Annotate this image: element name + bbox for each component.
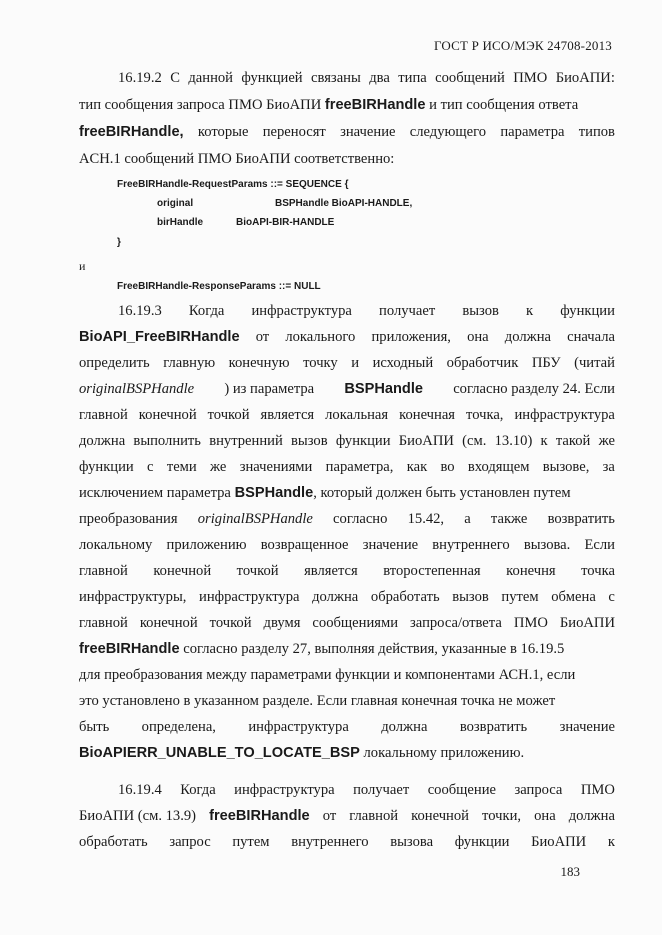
p3-line-3 xyxy=(79,835,615,850)
word: с xyxy=(608,589,615,605)
word: Когда xyxy=(180,782,216,798)
parameter-name: BSPHandle xyxy=(234,485,314,501)
word: локального xyxy=(285,329,356,345)
word: БиоАПИ xyxy=(531,834,587,850)
message-type-name: freeBIRHandle xyxy=(79,641,180,657)
word: два xyxy=(369,70,390,86)
word: конечную xyxy=(228,355,290,371)
word: С xyxy=(170,70,180,86)
word: является xyxy=(304,563,358,579)
word: возвратить xyxy=(547,511,615,527)
p2-line-4: originalBSPHandle ) из параметра BSPHandle согласно разделу 24. Если xyxy=(79,381,615,397)
word: точкой xyxy=(236,563,279,579)
p2-line-2 xyxy=(79,330,615,345)
p2-line-16: это установлено в указанном разделе. Если главная конечная точка не может xyxy=(79,693,556,709)
word: точкой xyxy=(209,615,252,631)
p2-line-18: BioAPIERR_UNABLE_TO_LOCATE_BSP локальному приложению. xyxy=(79,745,525,761)
word: должна xyxy=(381,719,428,735)
word: сообщениями xyxy=(312,615,399,631)
p2-line-17 xyxy=(79,720,615,735)
word: второстепенная xyxy=(383,563,481,579)
word: следующего xyxy=(409,124,487,140)
word: обмена xyxy=(551,589,596,605)
word: она xyxy=(467,329,489,345)
word: инфраструктуры, xyxy=(79,589,187,605)
word: инфраструктура xyxy=(234,782,335,798)
word: получает xyxy=(379,303,436,319)
word: БиоАПИ xyxy=(398,433,454,449)
p2-line-8: исключением параметра BSPHandle, который должен быть установлен путем xyxy=(79,485,571,501)
code-field-1-type: BSPHandle BioAPI-HANDLE, xyxy=(275,198,413,209)
word: а xyxy=(464,511,471,527)
word: вызов xyxy=(291,433,328,449)
word: функции xyxy=(560,303,615,319)
word: ПМО xyxy=(513,615,548,631)
word: возвращенное xyxy=(260,537,349,553)
word: вызова xyxy=(390,834,434,850)
word: же xyxy=(598,433,615,449)
word: функции xyxy=(454,834,510,850)
code-request-declaration: FreeBIRHandle-RequestParams ::= SEQUENCE { xyxy=(117,179,349,190)
word: обработать xyxy=(370,589,440,605)
word: инфраструктура xyxy=(199,589,300,605)
message-type-name: freeBIRHandle xyxy=(324,97,426,113)
page-number: 183 xyxy=(560,864,580,879)
word: является xyxy=(260,407,315,423)
word: вызове, xyxy=(542,459,590,475)
word: функции xyxy=(79,459,134,475)
word: сообщений xyxy=(435,70,505,86)
word: путем xyxy=(232,834,270,850)
word: запроса/ответа xyxy=(410,615,502,631)
word: к xyxy=(526,303,534,319)
p2-line-13 xyxy=(79,616,615,631)
error-code: BioAPIERR_UNABLE_TO_LOCATE_BSP xyxy=(79,745,360,761)
code-response-declaration: FreeBIRHandle-ResponseParams ::= NULL xyxy=(117,281,321,292)
word: путем xyxy=(501,589,539,605)
word: конечной xyxy=(139,615,198,631)
word: во xyxy=(440,459,455,475)
word: получает xyxy=(353,782,410,798)
word: связаны xyxy=(311,70,361,86)
word: определить xyxy=(79,355,150,371)
word: инфраструктура xyxy=(514,407,615,423)
word: сначала xyxy=(567,329,615,345)
word: параметра, xyxy=(325,459,394,475)
word: же xyxy=(210,459,227,475)
parameter-name: BSPHandle xyxy=(344,381,424,397)
word: также xyxy=(490,511,528,527)
word: и xyxy=(351,355,360,371)
word: исходный xyxy=(372,355,434,371)
word: быть xyxy=(79,719,110,735)
p2-line-7 xyxy=(79,460,615,475)
word: такой xyxy=(555,433,591,449)
p1-line-1 xyxy=(79,71,615,86)
word: главной xyxy=(79,563,128,579)
word: сообщение xyxy=(427,782,496,798)
word: инфраструктура xyxy=(248,719,349,735)
conjunction-and: и xyxy=(79,259,86,273)
word: локальная xyxy=(325,407,389,423)
word: двумя xyxy=(263,615,301,631)
function-name: BioAPI_FreeBIRHandle xyxy=(79,329,240,345)
p2-line-1 xyxy=(79,304,615,319)
word: к xyxy=(540,433,548,449)
word: конечня xyxy=(506,563,556,579)
p1-line-2: тип сообщения запроса ПМО БиоАПИ freeBIRHandle и тип сообщения ответа xyxy=(79,97,579,113)
p2-line-9: преобразования originalBSPHandle согласно 15.42, а также возвратить xyxy=(79,511,615,527)
word: значениями xyxy=(239,459,313,475)
word: с xyxy=(147,459,154,475)
word: от xyxy=(255,329,270,345)
p3-line-1 xyxy=(79,783,615,798)
message-type-name: freeBIRHandle xyxy=(209,808,310,824)
code-field-2-type: BioAPI-BIR-HANDLE xyxy=(236,217,335,228)
code-field-2-name: birHandle xyxy=(157,217,204,228)
word: (см. xyxy=(462,433,487,449)
word: (читай xyxy=(574,355,615,371)
word: типов xyxy=(578,124,615,140)
word: определена, xyxy=(141,719,216,735)
word: точка xyxy=(581,563,615,579)
word: инфраструктура xyxy=(251,303,352,319)
word: главную xyxy=(163,355,216,371)
word: типа xyxy=(398,70,427,86)
word: 15.42, xyxy=(407,511,445,527)
word: главной xyxy=(79,407,128,423)
document-header: ГОСТ Р ИСО/МЭК 24708-2013 xyxy=(433,38,612,53)
word: выполнить xyxy=(133,433,201,449)
word: должна xyxy=(568,808,615,824)
word: которые xyxy=(197,124,249,140)
word: конечной xyxy=(138,407,197,423)
word: конечная xyxy=(399,407,456,423)
word: внутреннего xyxy=(291,834,369,850)
word: конечной xyxy=(411,808,469,824)
word: 13.10) xyxy=(494,433,533,449)
word: к xyxy=(607,834,615,850)
word: теми xyxy=(166,459,197,475)
word: за xyxy=(602,459,615,475)
message-type-name: freeBIRHandle, xyxy=(79,124,184,140)
p1-line-4: ACH.1 сообщений ПМО БиоАПИ соответственно: xyxy=(79,151,395,167)
word: вызов xyxy=(452,589,489,605)
word: согласно xyxy=(333,511,388,527)
word: ПМО xyxy=(513,70,548,86)
p2-line-3 xyxy=(79,356,615,371)
word: главной xyxy=(79,615,128,631)
word: значение xyxy=(362,537,419,553)
p3-line-2: БиоАПИ (см. 13.9) freeBIRHandle от главной конечной точки, она должна xyxy=(79,808,615,824)
word: 16.19.3 xyxy=(118,303,162,319)
word: 16.19.2 xyxy=(118,70,162,86)
word: Если xyxy=(584,537,615,553)
p2-line-10 xyxy=(79,538,615,553)
word: ПБУ xyxy=(531,355,561,371)
word: внутренний xyxy=(209,433,283,449)
p2-line-12 xyxy=(79,590,615,605)
word: запроса xyxy=(514,782,563,798)
word: приложения, xyxy=(371,329,451,345)
word: переносят xyxy=(262,124,326,140)
word: БиоАПИ: xyxy=(555,70,615,86)
word: от xyxy=(322,808,337,824)
word: точка, xyxy=(466,407,504,423)
p2-line-15: для преобразования между параметрами функции и компонентами АСН.1, если xyxy=(79,667,576,683)
word: запрос xyxy=(169,834,211,850)
p2-line-5 xyxy=(79,408,615,423)
word: должна xyxy=(504,329,551,345)
word: локальному xyxy=(79,537,153,553)
word: значение xyxy=(559,719,615,735)
code-field-1-name: original xyxy=(157,198,194,209)
word: функции xyxy=(335,433,391,449)
word: вызова. xyxy=(523,537,571,553)
code-closing-brace: } xyxy=(117,237,121,248)
word: точкой xyxy=(207,407,250,423)
word: должна xyxy=(312,589,359,605)
word: точки, xyxy=(482,808,522,824)
p1-line-3 xyxy=(79,125,615,140)
word: конечной xyxy=(153,563,212,579)
word: БиоАПИ xyxy=(559,615,615,631)
word: внутреннего xyxy=(432,537,510,553)
word: 16.19.4 xyxy=(118,782,162,798)
word: данной xyxy=(188,70,233,86)
word: функцией xyxy=(241,70,303,86)
word: значение xyxy=(340,124,396,140)
p2-line-11 xyxy=(79,564,615,579)
word: главной xyxy=(349,808,399,824)
word: входящем xyxy=(467,459,530,475)
word: вызов xyxy=(462,303,499,319)
word: должна xyxy=(79,433,126,449)
word: приложению xyxy=(166,537,247,553)
word: обработчик xyxy=(446,355,519,371)
word: Когда xyxy=(188,303,225,319)
word: обработать xyxy=(79,834,148,850)
word: параметра xyxy=(500,124,565,140)
word: точку xyxy=(303,355,338,371)
p2-line-6 xyxy=(79,434,615,449)
word: возвратить xyxy=(459,719,528,735)
word: она xyxy=(534,808,556,824)
word: как xyxy=(406,459,428,475)
p2-line-14: freeBIRHandle согласно разделу 27, выполняя действия, указанные в 16.19.5 xyxy=(79,641,565,657)
word: ПМО xyxy=(580,782,615,798)
